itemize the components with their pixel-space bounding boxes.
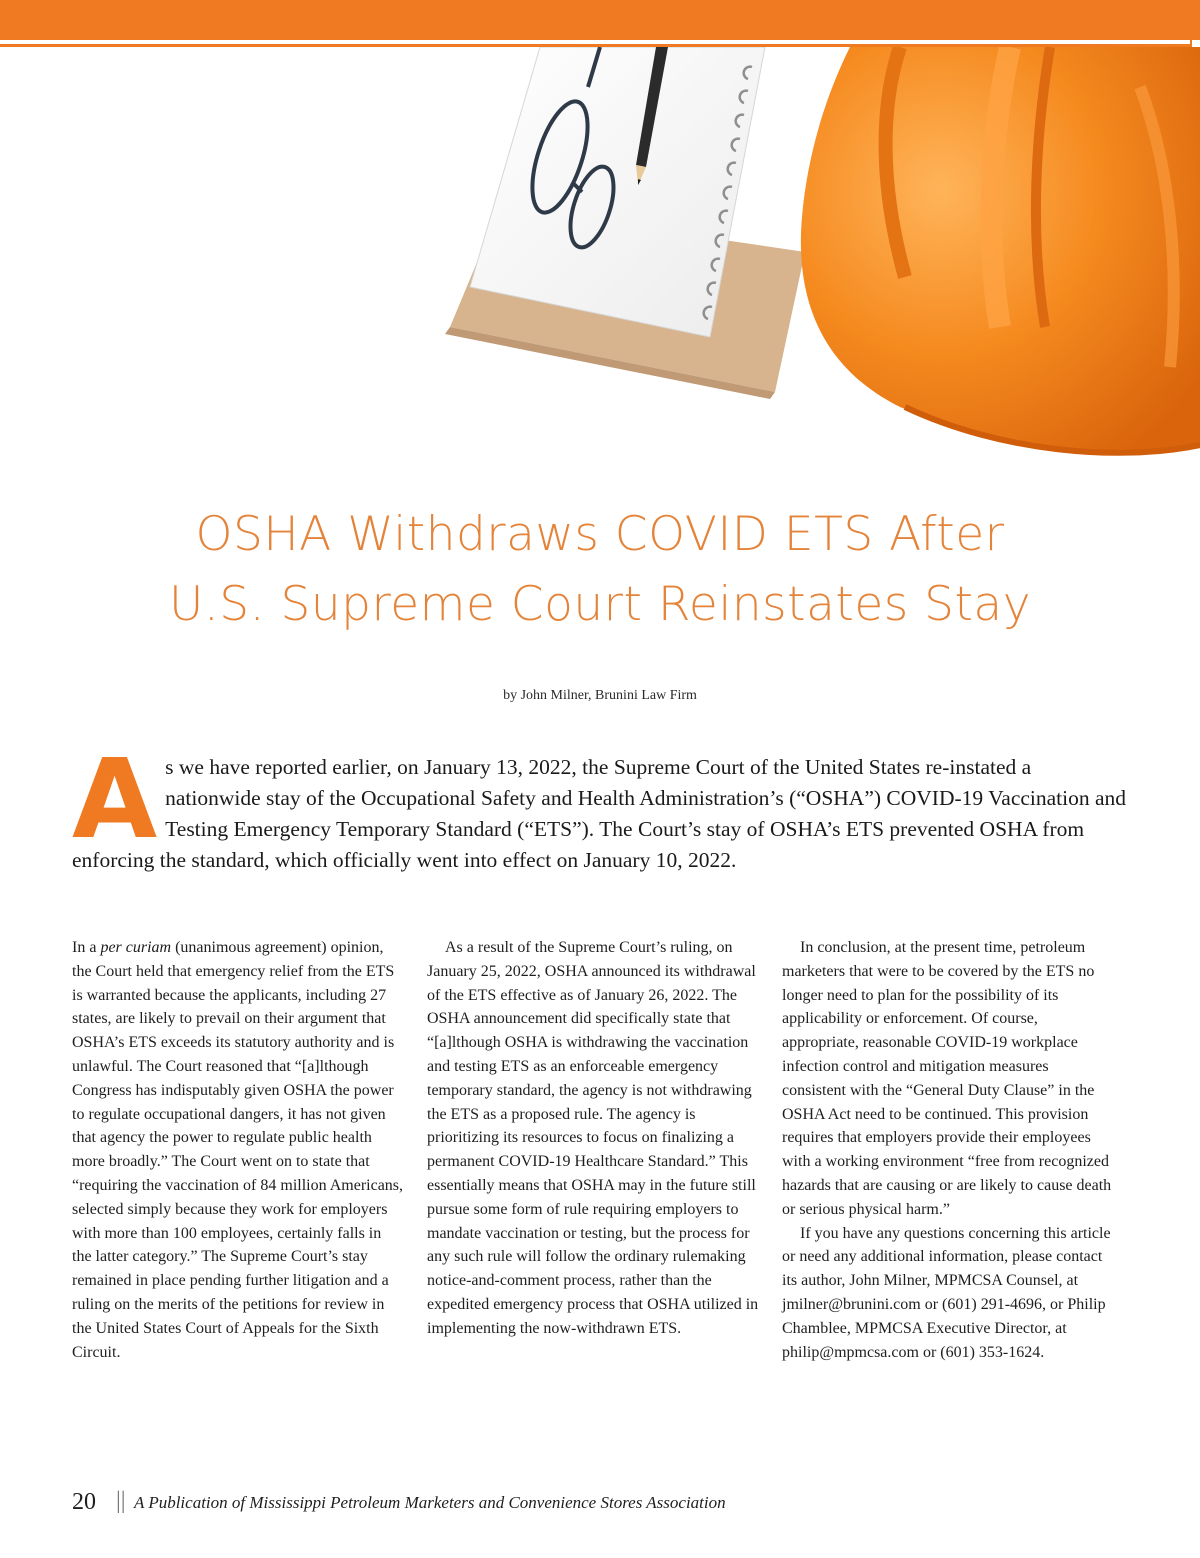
column-1-text: (unanimous agreement) opinion, the Court held that emergency relief from the ETS is warranted because the applicants, including 27 states, are likely to prevail on their argument that OSHA’s ETS exceeds its statutory authority and is unlawful. The Court reasoned that “[a]lthough Congress has indisputably given OSHA the power to regulate occupational dangers, it has not given that agency the power to regulate public health more broadly.” The Court went on to state that “requiring the vaccination of 84 million Americans, selected simply because they work for employers with more than 100 employees, certainly falls in the latter category.” The Supreme Court’s stay remained in place pending further litigation and a ruling on the merits of the petitions for review in the United States Court of Appeals for the Sixth Circuit. xyxy=(72,939,404,1361)
page-number: 20 xyxy=(72,1489,96,1515)
article-title-line2: U.S. Supreme Court Reinstates Stay xyxy=(168,577,1032,632)
article-title-line1: OSHA Withdraws COVID ETS After xyxy=(195,507,1005,562)
publication-name: A Publication of Mississippi Petroleum Marketers and Convenience Stores Association xyxy=(134,1493,726,1512)
drop-cap: A xyxy=(72,735,158,863)
column-1 xyxy=(72,936,404,1364)
lead-text: s we have reported earlier, on January 13, 2022, the Supreme Court of the United States re-instated a nationwide stay of the Occupational Safety and Health Administration’s (“OSHA”) COVID-19 Vaccination and Testing Emergency Temporary Standard (“ETS”). The Court’s stay of OSHA’s ETS prevented OSHA from enforcing the standard, which officially went into effect on January 10, 2022. xyxy=(72,755,1127,872)
article-title xyxy=(40,500,1160,640)
column-3 xyxy=(782,936,1114,1364)
page-footer xyxy=(72,1486,972,1518)
lead-paragraph xyxy=(72,735,1132,876)
column-1-intro: In a xyxy=(72,939,101,956)
header-edge-rule xyxy=(1190,0,1192,47)
column-3-paragraph-1: In conclusion, at the present time, petroleum marketers that were to be covered by the ETS no longer need to plan for the possibility of its applicability or enforcement. Of course, appropriate, reasonable COVID-19 workplace infection control and mitigation measures consistent with the “General Duty Clause” in the OSHA Act need to be continued. This provision requires that employers provide their employees with a working environment “free from recognized hazards that are causing or are likely to cause death or serious physical harm.” xyxy=(782,939,1112,1218)
footer-separator: || xyxy=(116,1488,126,1514)
header-band xyxy=(0,0,1200,40)
hard-hat xyxy=(801,47,1200,455)
column-1-italic-term: per curiam xyxy=(100,939,172,956)
column-3-paragraph-2: If you have any questions concerning this article or need any additional information, please contact its author, John Milner, MPMCSA Counsel, at jmilner@brunini.com or (601) 291-4696, or Philip Chamblee, MPMCSA Executive Director, at philip@mpmcsa.com or (601) 353-1624. xyxy=(782,1224,1111,1361)
hero-photo xyxy=(0,47,1200,467)
column-2 xyxy=(427,936,759,1341)
column-1-paragraph xyxy=(72,936,404,1364)
column-2-paragraph: As a result of the Supreme Court’s ruling, on January 25, 2022, OSHA announced its withdrawal of the ETS effective as of January 26, 2022. The OSHA announcement did specifically state that “[a]lthough OSHA is withdrawing the vaccination and testing ETS as an enforceable emergency temporary standard, the agency is not withdrawing the ETS as a proposed rule. The agency is prioritizing its resources to focus on finalizing a permanent COVID-19 Healthcare Standard.” This essentially means that OSHA may in the future still pursue some form of rule requiring employers to mandate vaccination or testing, but the process for any such rule will follow the ordinary rulemaking notice-and-comment process, rather than the expedited emergency process that OSHA utilized in implementing the now-withdrawn ETS. xyxy=(427,939,759,1337)
byline: by John Milner, Brunini Law Firm xyxy=(503,688,697,703)
